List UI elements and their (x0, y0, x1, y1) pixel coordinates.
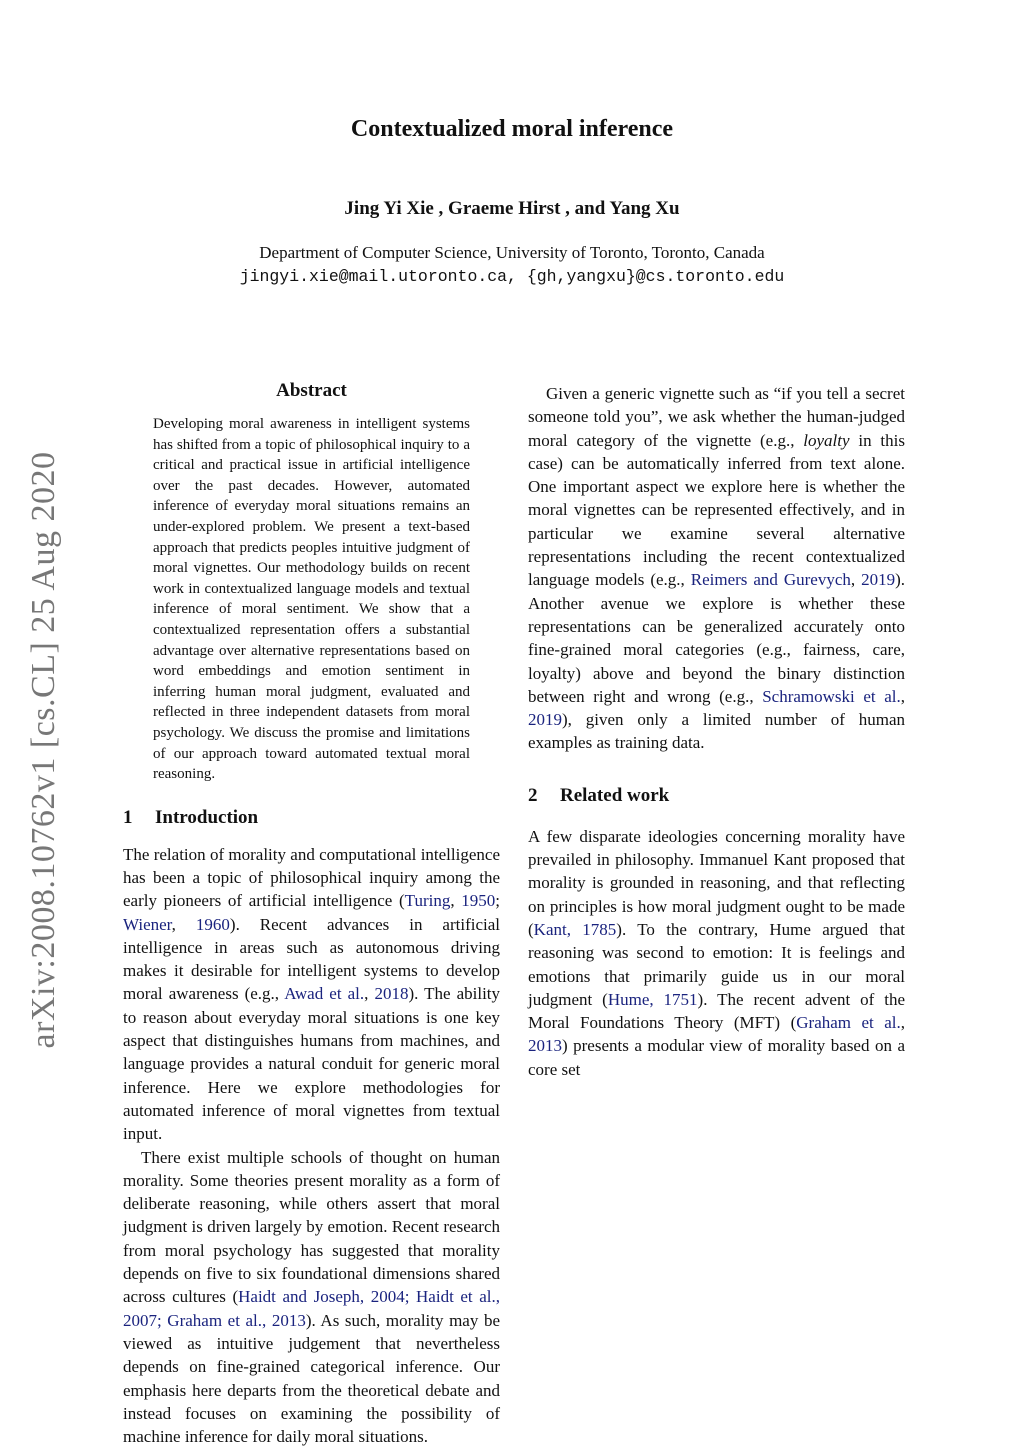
related-paragraph-1: A few disparate ideologies concerning morality have prevailed in philosophy. Immanuel Kant proposed that morality is grounded in reasoning, and that reflecting on principles is how moral judgment ought to be made (Kant, 1785). To the contrary, Hume argued that reasoning was second to emotion: It is feelings and emotions that primarily guide us in our moral judgment (Hume, 1751). The recent advent of the Moral Foundations Theory (MFT) (Graham et al., 2013) presents a modular view of morality based on a core set (528, 826, 905, 1079)
citation-link[interactable]: Wiener (123, 914, 172, 934)
citation-link[interactable]: 2013 (528, 1036, 562, 1056)
citation-link[interactable]: Turing (404, 891, 451, 911)
abstract-text: Developing moral awareness in intelligent systems has shifted from a topic of philosophical inquiry to a critical and practical issue in artificial intelligence over the past decades. However, automated inference of everyday moral situations remains an under-explored problem. We present a text-based approach that predicts peoples intuitive judgment of moral vignettes. Our methodology builds on recent work in contextualized language models and textual inference of moral sentiment. We show that a contextualized representation offers a substantial advantage over alternative representations based on word embeddings and emotion sentiment in inferring human moral judgment, evaluated and reflected in three independent datasets from moral psychology. We discuss the promise and limitations of our approach toward automated textual moral reasoning. (153, 416, 470, 783)
citation-link[interactable]: Graham et al. (796, 1013, 901, 1033)
intro-paragraph-1: The relation of morality and computational intelligence has been a topic of philosophical inquiry among the early pioneers of artificial intelligence (Turing, 1950; Wiener, 1960). Recent advances in artificial intelligence in areas such as autonomous driving makes it desirable for intelligent systems to develop moral awareness (e.g., Awad et al., 2018). The ability to reason about everyday moral situations is one key aspect that distinguishes humans from machines, and language provides a natural conduit for generic moral inference. Here we explore methodologies for automated inference of moral vignettes from textual input. (123, 844, 501, 1144)
citation-link[interactable]: 2019 (528, 710, 562, 730)
intro-section-title: Introduction (155, 806, 259, 828)
citation-link[interactable]: 2018 (374, 984, 409, 1004)
citation-link[interactable]: Reimers and Gurevych (690, 570, 851, 590)
author-emails: jingyi.xie@mail.utoronto.ca, {gh,yangxu}@cs.toronto.edu (239, 267, 785, 286)
related-section-number: 2 (528, 784, 538, 806)
related-section-title: Related work (560, 784, 670, 806)
abstract-heading: Abstract (276, 380, 347, 401)
author-list: Jing Yi Xie , Graeme Hirst , and Yang Xu (344, 198, 680, 219)
right-column (528, 382, 905, 1081)
citation-link[interactable]: Hume, 1751 (607, 989, 698, 1009)
citation-link[interactable]: Kant, 1785 (533, 919, 617, 939)
paper-title: Contextualized moral inference (350, 116, 674, 142)
citation-link[interactable]: Awad et al. (284, 984, 365, 1004)
intro-paragraph-3: Given a generic vignette such as “if you tell a secret someone told you”, we ask whether the human-judged moral category of the vignette (e.g., loyalty in this case) can be automatically inferred from text alone. One important aspect we explore here is whether the moral vignettes can be represented effectively, and in particular we examine several alternative representations including the recent contextualized language models (e.g., Reimers and Gurevych, 2019). Another avenue we explore is whether these representations can be generalized accurately onto fine-grained moral categories (e.g., fairness, care, loyalty) above and beyond the binary distinction between right and wrong (e.g., Schramowski et al., 2019), given only a limited number of human examples as training data. (528, 384, 906, 753)
citation-link[interactable]: 1960 (195, 914, 230, 934)
arxiv-stamp: arXiv:2008.10762v1 [cs.CL] 25 Aug 2020 (25, 451, 62, 1049)
related-work-heading (528, 785, 905, 807)
affiliation: Department of Computer Science, University of Toronto, Toronto, Canada (259, 243, 765, 262)
citation-link[interactable]: 2019 (861, 570, 896, 590)
citation-link[interactable]: Haidt and Joseph, 2004; Haidt et al., 2007; Graham et al., 2013 (123, 1287, 500, 1330)
intro-paragraph-2: There exist multiple schools of thought on human morality. Some theories present morality as a form of deliberate reasoning, while others assert that moral judgment is driven largely by emotion. Recent research from moral psychology has suggested that morality depends on five to six foundational dimensions shared across cultures (Haidt and Joseph, 2004; Haidt et al., 2007; Graham et al., 2013). As such, morality may be viewed as intuitive judgement that nevertheless depends on fine-grained categorical inference. Our emphasis here departs from the theoretical debate and instead focuses on examining the possibility of machine inference for daily moral situations. (123, 1147, 500, 1447)
emphasis-loyalty: loyalty (803, 430, 850, 450)
citation-link[interactable]: 1950 (461, 891, 496, 911)
intro-section-number: 1 (123, 806, 133, 828)
intro-heading (123, 807, 500, 829)
left-column (123, 380, 500, 1448)
citation-link[interactable]: Schramowski et al. (762, 686, 901, 706)
